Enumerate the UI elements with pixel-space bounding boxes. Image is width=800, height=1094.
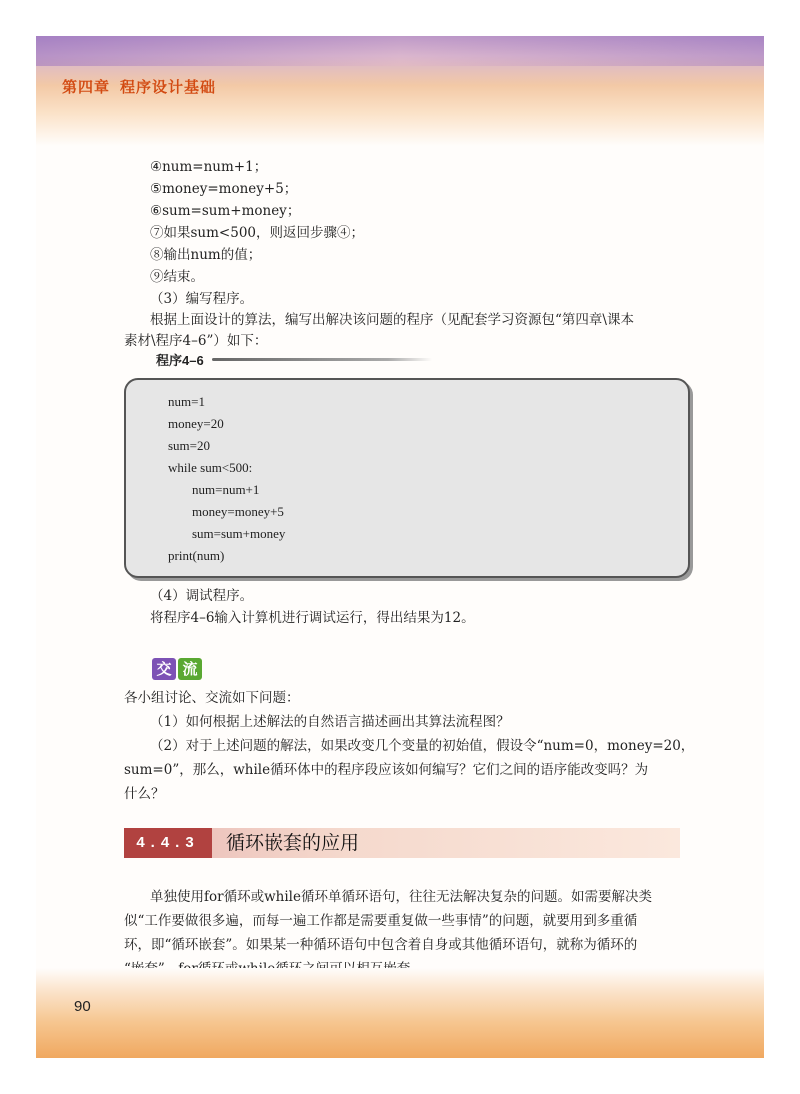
code-line: num=num+1 xyxy=(192,482,260,497)
chapter-header xyxy=(62,76,226,97)
section-title: 循环嵌套的应用 xyxy=(226,832,360,854)
algorithm-step-9: ⑨结束。 xyxy=(150,269,204,285)
intro-line-2: 素材\程序4–6”）如下： xyxy=(124,333,268,349)
body-line: 单独使用for循环或while循环单循环语句，往往无法解决复杂的问题。如需要解决类 xyxy=(150,889,652,905)
footer-band xyxy=(36,968,764,1058)
debug-text: 将程序4–6输入计算机进行调试运行，得出结果为12。 xyxy=(150,610,475,626)
code-line: sum=20 xyxy=(168,438,211,453)
algorithm-step-4: ④num=num+1； xyxy=(150,159,268,175)
chapter-number: 第四章 xyxy=(62,78,111,96)
exchange-icon xyxy=(152,654,212,684)
chapter-title: 程序设计基础 xyxy=(120,78,217,96)
algorithm-step-8: ⑧输出num的值； xyxy=(150,247,262,263)
algorithm-step-6: ⑥sum=sum+money； xyxy=(150,203,301,219)
algorithm-step-5: ⑤money=money+5； xyxy=(150,181,298,197)
intro-line-1: 根据上面设计的算法，编写出解决该问题的程序（见配套学习资源包“第四章\课本 xyxy=(150,312,634,328)
exchange-question-1: （1）如何根据上述解法的自然语言描述画出其算法流程图？ xyxy=(150,714,510,730)
program-label-rule xyxy=(212,358,432,361)
code-line: print(num) xyxy=(168,548,225,563)
page xyxy=(36,36,764,1058)
exchange-icon-char: 流 xyxy=(178,658,202,680)
body-line: 环，即“循环嵌套”。如果某一种循环语句中包含着自身或其他循环语句，就称为循环的 xyxy=(124,937,638,953)
exchange-intro: 各小组讨论、交流如下问题： xyxy=(124,690,300,706)
code-box xyxy=(124,378,690,578)
step-4-heading: （4）调试程序。 xyxy=(150,588,254,604)
code-line: money=20 xyxy=(168,416,224,431)
exchange-question-2-line-3: 什么？ xyxy=(124,786,165,802)
algorithm-step-7: ⑦如果sum<500，则返回步骤④； xyxy=(150,225,365,241)
page-number: 90 xyxy=(74,998,91,1015)
program-label: 程序4–6 xyxy=(156,353,204,368)
exchange-question-2-line-2: sum=0”，那么，while循环体中的程序段应该如何编写？它们之间的语序能改变吗？为 xyxy=(124,762,649,778)
code-line: while sum<500: xyxy=(168,460,253,475)
code-line: num=1 xyxy=(168,394,205,409)
code-line: money=money+5 xyxy=(192,504,284,519)
step-3-heading: （3）编写程序。 xyxy=(150,291,254,307)
code-line: sum=sum+money xyxy=(192,526,286,541)
exchange-icon-char: 交 xyxy=(152,658,176,680)
exchange-question-2-line-1: （2）对于上述问题的解法，如果改变几个变量的初始值，假设令“num=0，money=20， xyxy=(150,738,695,754)
section-heading xyxy=(124,828,680,858)
section-number: 4.4.3 xyxy=(124,828,212,858)
body-line: 似“工作要做很多遍，而每一遍工作都是需要重复做一些事情”的问题，就要用到多重循 xyxy=(124,913,638,929)
